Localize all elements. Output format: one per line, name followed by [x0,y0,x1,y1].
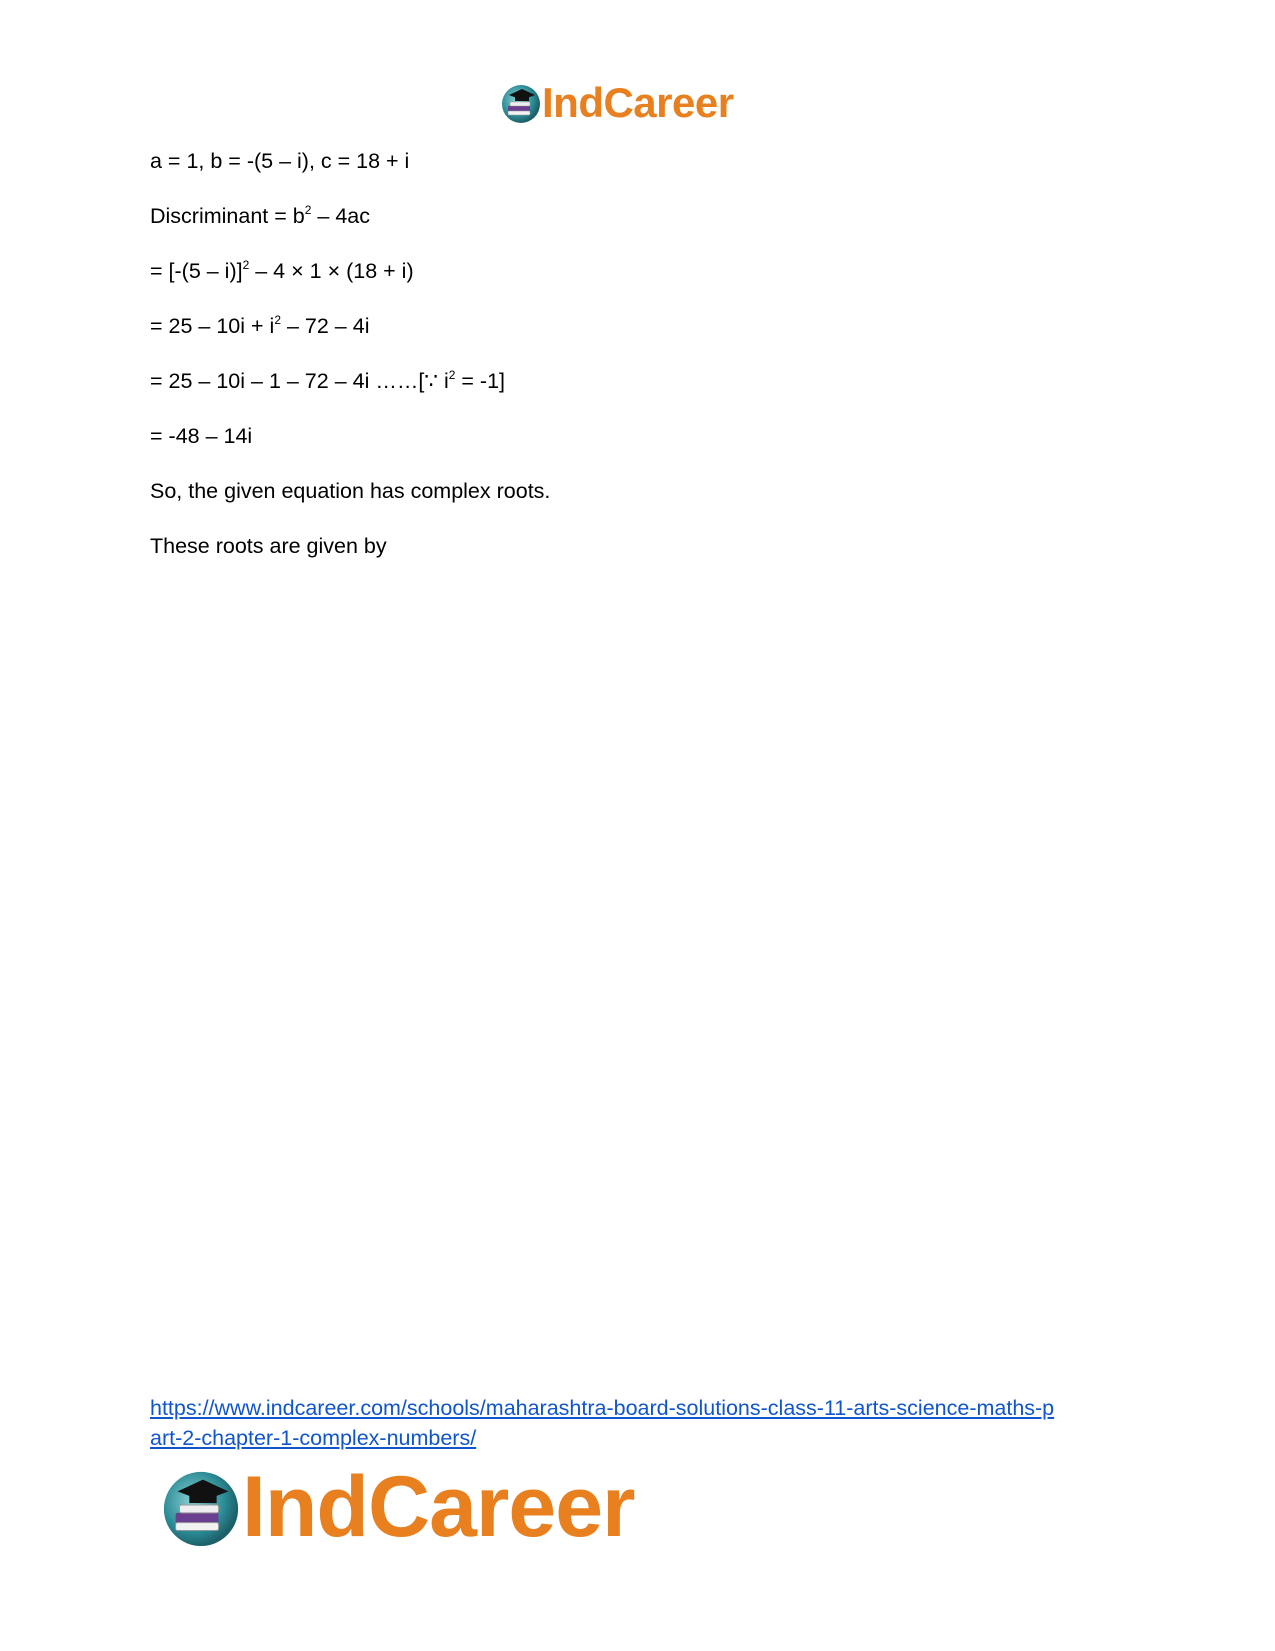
expansion-line: = $25 - 10i + i^2 - 72 - 4i$ [150,313,370,338]
graduation-globe-icon [160,1466,242,1548]
header-logo [500,78,734,128]
roots-intro-line: These roots are given by [150,534,387,558]
source-link-line-1[interactable]: https://www.indcareer.com/schools/maharashtra-board-solutions-class-11-arts-science-maths-p [150,1396,1055,1420]
brand-name: IndCareer [542,79,734,126]
coefficients-line: a = 1, b = -(5 – i), c = 18 + i [150,149,410,173]
graduation-globe-icon [500,82,542,124]
result-line: = -48 – 14i [150,424,253,448]
simplification-line: = 25 – 10i – 1 – 72 – 4i ……[∵ $i^2 = -1$] [150,368,506,393]
source-link[interactable] [150,1393,1150,1453]
source-link-line-2[interactable]: art-2-chapter-1-complex-numbers/ [150,1426,477,1450]
discriminant-formula-line: Discriminant = $b^2 - 4ac$ [150,203,370,228]
solution-content [150,145,1150,585]
footer-logo [160,1459,635,1555]
brand-name: IndCareer [242,1459,635,1555]
conclusion-line: So, the given equation has complex roots. [150,479,551,503]
discriminant-substitution-line: = [-(5 – i)]$^2$ – 4 × 1 × (18 + i) [150,258,414,283]
